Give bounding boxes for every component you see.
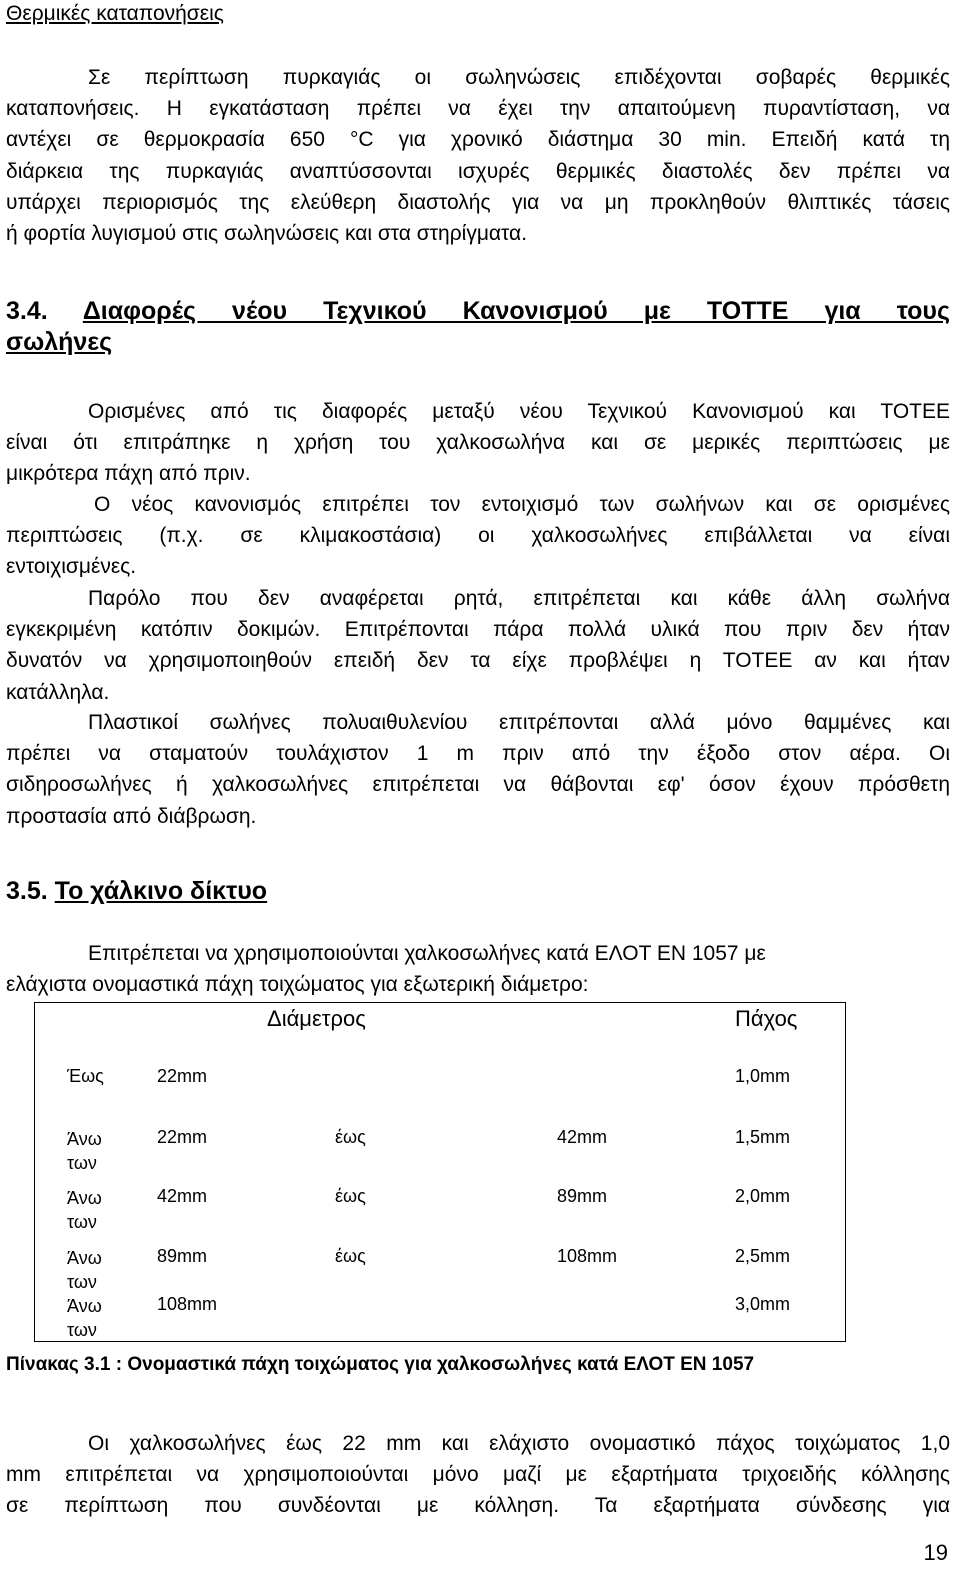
text-line: ή φορτία λυγισμού στις σωληνώσεις και στα στηρίγματα. <box>6 222 528 246</box>
paragraph-differences-1 <box>6 396 950 490</box>
row-label: Άνω των <box>67 1129 102 1173</box>
section-number: 3.4. <box>6 297 48 325</box>
section-title-thermal: Θερμικές καταπονήσεις <box>6 2 224 25</box>
text-line: Ο νέος κανονισμός επιτρέπει τον εντοιχισμό των σωλήνων και σε ορισμένες <box>94 493 950 516</box>
row-thickness: 2,0mm <box>735 1186 791 1206</box>
text-line: Πλαστικοί σωλήνες πολυαιθυλενίου επιτρέπονται αλλά μόνο θαμμένες και <box>88 711 950 734</box>
row-label: Άνω των <box>67 1188 102 1232</box>
paragraph-copper-closing <box>6 1428 950 1522</box>
text-line: σε περίπτωση που συνδέονται με κόλληση. Τα εξαρτήματα σύνδεσης για <box>6 1494 950 1518</box>
text-line: εγκεκριμένη κατόπιν δοκιμών. Επιτρέπονται πάρα πολλά υλικά που πριν δεν ήταν <box>6 618 950 642</box>
section-heading-3-4 <box>6 297 950 357</box>
section-title: Διαφορές νέου Τεχνικού Κανονισμού με ΤΟΤΤΕ για τους <box>82 297 950 325</box>
text-line: προστασία από διάβρωση. <box>6 804 257 828</box>
paragraph-differences-3 <box>6 583 950 708</box>
row-to: 108mm <box>557 1246 618 1266</box>
row-from: 89mm <box>157 1246 208 1266</box>
table-header-thickness: Πάχος <box>735 1006 798 1031</box>
text-line: πρέπει να σταματούν τουλάχιστον 1 m πριν από την έξοδο στον αέρα. Οι <box>6 742 950 766</box>
row-to: 42mm <box>557 1127 608 1147</box>
text-line: μικρότερα πάχη από πριν. <box>6 462 251 486</box>
row-from: 42mm <box>157 1186 208 1206</box>
row-label: Άνω των <box>67 1248 102 1292</box>
row-from: 108mm <box>157 1294 218 1314</box>
table-body-cell <box>35 1003 846 1342</box>
row-word: έως <box>335 1246 366 1266</box>
row-label: Άνω των <box>67 1296 102 1340</box>
text-line: Οι χαλκοσωλήνες έως 22 mm και ελάχιστο ονομαστικό πάχος τοιχώματος 1,0 <box>88 1432 950 1455</box>
section-number: 3.5. <box>6 877 48 905</box>
text-line: περιπτώσεις (π.χ. σε κλιμακοστάσια) οι χαλκοσωλήνες επιβάλλεται να είναι <box>6 524 950 548</box>
row-to: 89mm <box>557 1186 608 1206</box>
row-label: Έως <box>67 1066 104 1086</box>
section-heading-3-5 <box>6 877 267 906</box>
text-line: υπάρχει περιορισμός της ελεύθερη διαστολής για να μη προκληθούν θλιπτικές τάσεις <box>6 190 950 214</box>
text-line: σιδηροσωλήνες ή χαλκοσωλήνες επιτρέπεται να θάβονται εφ' όσον έχουν πρόσθετη <box>6 773 950 797</box>
text-line: εντοιχισμένες. <box>6 555 137 579</box>
thickness-table <box>34 1002 846 1342</box>
text-line: ελάχιστα ονομαστικά πάχη τοιχώματος για εξωτερική διάμετρο: <box>6 973 589 997</box>
row-from: 22mm <box>157 1127 208 1147</box>
paragraph-differences-2 <box>6 489 950 583</box>
paragraph-thermal <box>6 62 950 249</box>
paragraph-differences-4 <box>6 707 950 832</box>
row-thickness: 3,0mm <box>735 1294 791 1314</box>
text-line: Παρόλο που δεν αναφέρεται ρητά, επιτρέπεται και κάθε άλλη σωλήνα <box>88 587 950 610</box>
paragraph-copper-intro <box>6 938 950 1000</box>
row-thickness: 2,5mm <box>735 1246 791 1266</box>
section-title: Το χάλκινο δίκτυο <box>54 877 268 905</box>
row-word: έως <box>335 1127 366 1147</box>
text-line: δυνατόν να χρησιμοποιηθούν επειδή δεν τα είχε προβλέψει η ΤΟΤΕΕ αν και ήταν <box>6 649 950 673</box>
text-line: είναι ότι επιτράπηκε η χρήση του χαλκοσωλήνα και σε μερικές περιπτώσεις με <box>6 431 950 455</box>
text-line: κατάλληλα. <box>6 680 110 704</box>
text-line: καταπονήσεις. Η εγκατάσταση πρέπει να έχει την απαιτούμενη πυραντίσταση, να <box>6 97 950 121</box>
text-line: Επιτρέπεται να χρησιμοποιούνται χαλκοσωλήνες κατά ΕΛΟΤ ΕΝ 1057 με <box>88 942 766 965</box>
text-line: Ορισμένες από τις διαφορές μεταξύ νέου Τεχνικού Κανονισμού και ΤΟΤΕΕ <box>88 400 950 423</box>
table-caption: Πίνακας 3.1 : Ονομαστικά πάχη τοιχώματος για χαλκοσωλήνες κατά ΕΛΟΤ ΕΝ 1057 <box>6 1354 755 1375</box>
text-line: αντέχει σε θερμοκρασία 650 °C για χρονικό διάστημα 30 min. Επειδή κατά τη <box>6 128 950 152</box>
row-from: 22mm <box>157 1066 208 1086</box>
page-number: 19 <box>923 1540 948 1565</box>
text-line: διάρκεια της πυρκαγιάς αναπτύσσονται ισχυρές θερμικές διαστολές δεν πρέπει να <box>6 159 950 183</box>
row-word: έως <box>335 1186 366 1206</box>
table-header-diameter: Διάμετρος <box>267 1006 366 1031</box>
section-title-cont: σωλήνες <box>6 328 113 356</box>
text-line: mm επιτρέπεται να χρησιμοποιούνται μόνο μαζί με εξαρτήματα τριχοειδής κόλλησης <box>6 1463 950 1487</box>
row-thickness: 1,0mm <box>735 1066 791 1086</box>
row-thickness: 1,5mm <box>735 1127 791 1147</box>
text-line: Σε περίπτωση πυρκαγιάς οι σωληνώσεις επιδέχονται σοβαρές θερμικές <box>88 66 950 89</box>
